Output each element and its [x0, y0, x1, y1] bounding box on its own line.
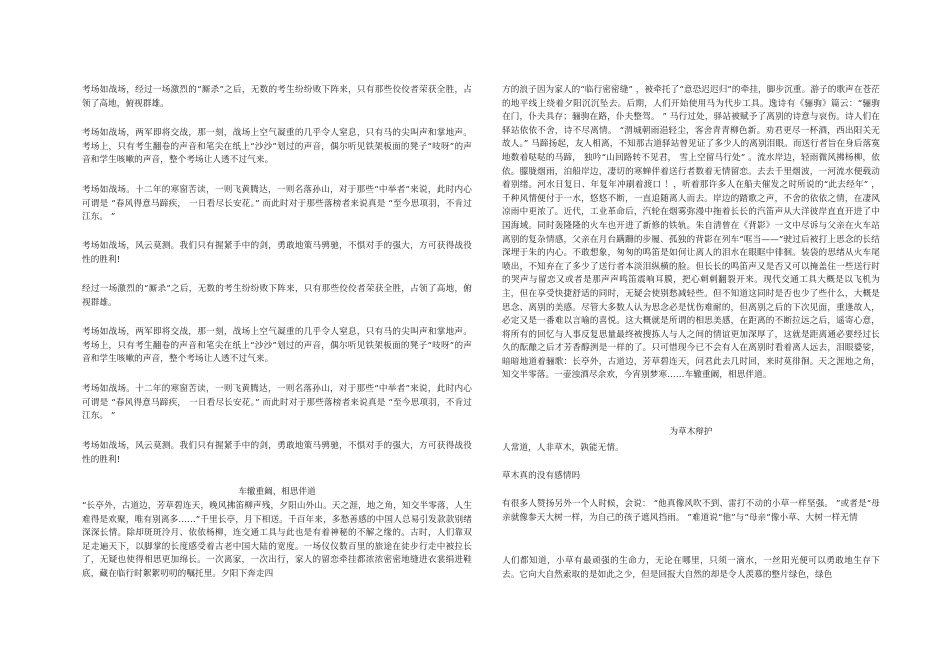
paragraph: 考场如战场，风云莫测。我们只有握紧手中的剑，勇敢地策马骋驰，不惧对手的强大，方可获得战役性的胜利!: [82, 441, 472, 465]
paragraph: 方的浪子因为家人的“临行密密缝” ，被牵托了“意恐迟迟归”的牵挂，脚步沉重。游子的歌声在苍茫的地平线上绕着夕阳沉沉坠去。后期，人们开始使用马为代步工具。逸诗有《骊驹》篇云：“骊驹在门，仆夫具存；骊驹在路，仆夫整驾。 ” 马行过处，驿站被赋予了离别的诗意与哀伤。诗人们在驿站依依不舍，诗不尽离情。 “渭城朝雨浥轻尘，客舍青青柳色新。劝君更尽一杯酒，西出阳关无故人。” 马蹄扬起，友人相离，不知那古道驿站曾见证了多少人的离别泪眼。而送行者旨在身后落寞地数着哒哒的马蹄， 独吟“山回路转不见君， 雪上空留马行处” 。流水岸边，轻雨微风拂杨柳，依依。朦胧烟雨，泊船岸边，凄切的寒蝉伴着送行者数着无情留恋。去去千里烟波，一河流水便载动着别绪。河水日复日、年复年冲刷着渡口 ！，听着那许多人在船夫催发之时所说的“此去经年” ，千种风情便付于一水，悠悠不断，一直追随离人而去。岸边的踏歌之声，不舍的依依之情，在凄风凉雨中更浓了。近代，工业革命后，汽轮在烟雾弥漫中拖着长长的汽笛声从大洋彼岸直直开进了中国海域。同时轰隆隆的火车也开进了新修的铁轨。朱自清曾在《背影》一文中尽诉与父亲在火车站离别的复杂情感，父亲在月台蹒跚的步履、孤独的背影在列车“哐当——”驶过后被打上思念的长结深埋于朱的内心。不敢想象，匆匆的鸣笛是如何让离人的泪水在眼眶中徘徊。装袋的思绪从火车尾喷出，不知弃在了多少了送行者本淡泪纵横的脸。但长长的鸣笛声又是否又可以掩盖住一些送行时的哭声与留恋又或者是那声声鸣笛震响耳膜，把心刺刺翻裂开来。现代交通工具大概是以飞机为主，但在享受快捷舒适的同时，无疑会使别愁减轻些。但不知道这同时是否也少了些什么，大概是思念、离别的美感。尽管大多数人认为思念必是忧伤难耐的，但离别之后的下次见面，重逢故人，必定又是一番难以言喻的喜悦。这大概就是所谓的相思美感，在距离的不断拉远之后，遥寄心意，将所有的回忆与人事反复思量最终被搜拣人与人之间的情谊更加深厚了，这就是距离通必要经过长久的酝酿之后才芳香醇洌是一样的了。只可惜现今已不会有人在离别时看着离人远去，泪眼婆娑，暗暗地道着骊歌：长亭外，古道边，芳草碧连天，问君此去几时回，来时莫徘徊。天之涯地之角，知交半零落。一壶浊酒尽余欢，今宵别梦寒……车辙重阚，相思伴道。: [502, 85, 880, 381]
paragraph: 考场如战场，风云莫测。我们只有握紧手中的剑，勇敢地策马骋驰，不惧对手的强大，方可获得战役性的胜利!: [82, 241, 472, 265]
paragraph: 考场如战场。十二年的寒窗苦读，一则飞黄腾达，一则名落孙山，对于那些“中举者”来说，此时内心可谓是 “春风得意马蹄疾， 一日看尽长安花。” 而此时对于那些落榜者来说真是 “至今思项羽，不肯过江东。 ”: [82, 384, 472, 422]
paragraph: 草木真的没有感情吗: [502, 471, 581, 481]
paragraph: 考场如战场。十二年的寒窗苦读，一则飞黄腾达，一则名落孙山，对于那些“中举者”来说，此时内心可谓是 “春风得意马蹄疾， 一日看尽长安花。” 而此时对于那些落榜者来说真是 “至今思项羽，不肯过江东。 ”: [82, 185, 472, 223]
paragraph: 人们都知道，小草有最顽强的生命力，无论在哪里，只须一滴水，一丝阳光便可以勇敢地生存下去。它向大自然索取的是如此之少，但是回报大自然的却是令人羡慕的整片绿色，绿色: [502, 556, 880, 580]
paragraph: 考场如战场，两军即将交战，那一刻，战场上空气凝重的几乎令人窒息，只有马的尖叫声和掌地声。考场上，只有考生翻卷的声音和笔尖在纸上“沙沙”划过的声音，偶尔听见铁架板面的凳子“吱呀”的声音和学生咳嗽的声音，整个考场让人透不过气来。: [82, 327, 472, 365]
paragraph: 考场如战场，两军即将交战，那一刻，战场上空气凝重的几乎令人窒息，只有马的尖叫声和掌地声。考场上，只有考生翻卷的声音和笔尖在纸上“沙沙”划过的声音，偶尔听见铁架板面的凳子“吱呀”的声音和学生咳嗽的声音，整个考场让人透不过气来。: [82, 128, 472, 166]
paragraph: 有很多人赞扬另外一个人时候，会说： “他真像风吹不到、雷打不动的小草一样坚强。 ”或者是“母亲就像参天大树一样，为自己的孩子遮风挡雨。 ”难道说“他”与“母亲”像小草、大树一样无情: [502, 499, 880, 523]
section-title: 车辙重阚，相思伴道: [238, 487, 316, 497]
section-title: 为草木辩护: [669, 427, 713, 437]
paragraph: 经过一场激烈的“厮杀”之后，无数的考生纷纷败下阵来，只有那些佼佼者荣获全胜，占领了高地，俯视群雄。: [82, 284, 472, 308]
paragraph: 考场如战场，经过一场激烈的“厮杀”之后，无数的考生纷纷败下阵来，只有那些佼佼者荣获全胜，占领了高地，俯视群雄。: [82, 85, 472, 109]
paragraph: 人常道，人非草木，孰能无情。: [502, 443, 624, 453]
paragraph: “长亭外，古道边，芳草碧连天，晚风拂笛柳声残，夕阳山外山。天之涯，地之角，知交半零落，人生难得是欢聚，唯有别离多……”千里长亭，月下相送。千百年来，多愁善感的中国人总易引发款款别绪深深长情。除却斑斑泠月、依依杨柳，连交通工具与此也是有着神秘的不解之缘的。古时，人们靠双足走遍天下，以脚掌的长度感受着古老中国大陆的宽度。一场仪仪数百里的旅途在徒步行走中被拉长了，无疑也使得相思更加绵长。一次离家，一次出行，家人的留恋牵挂都浓浓密密地缝进衣裳绢进鞋底，藏在临行时絮絮叨叨的嘱托里。夕阳下奔走四: [82, 501, 472, 579]
